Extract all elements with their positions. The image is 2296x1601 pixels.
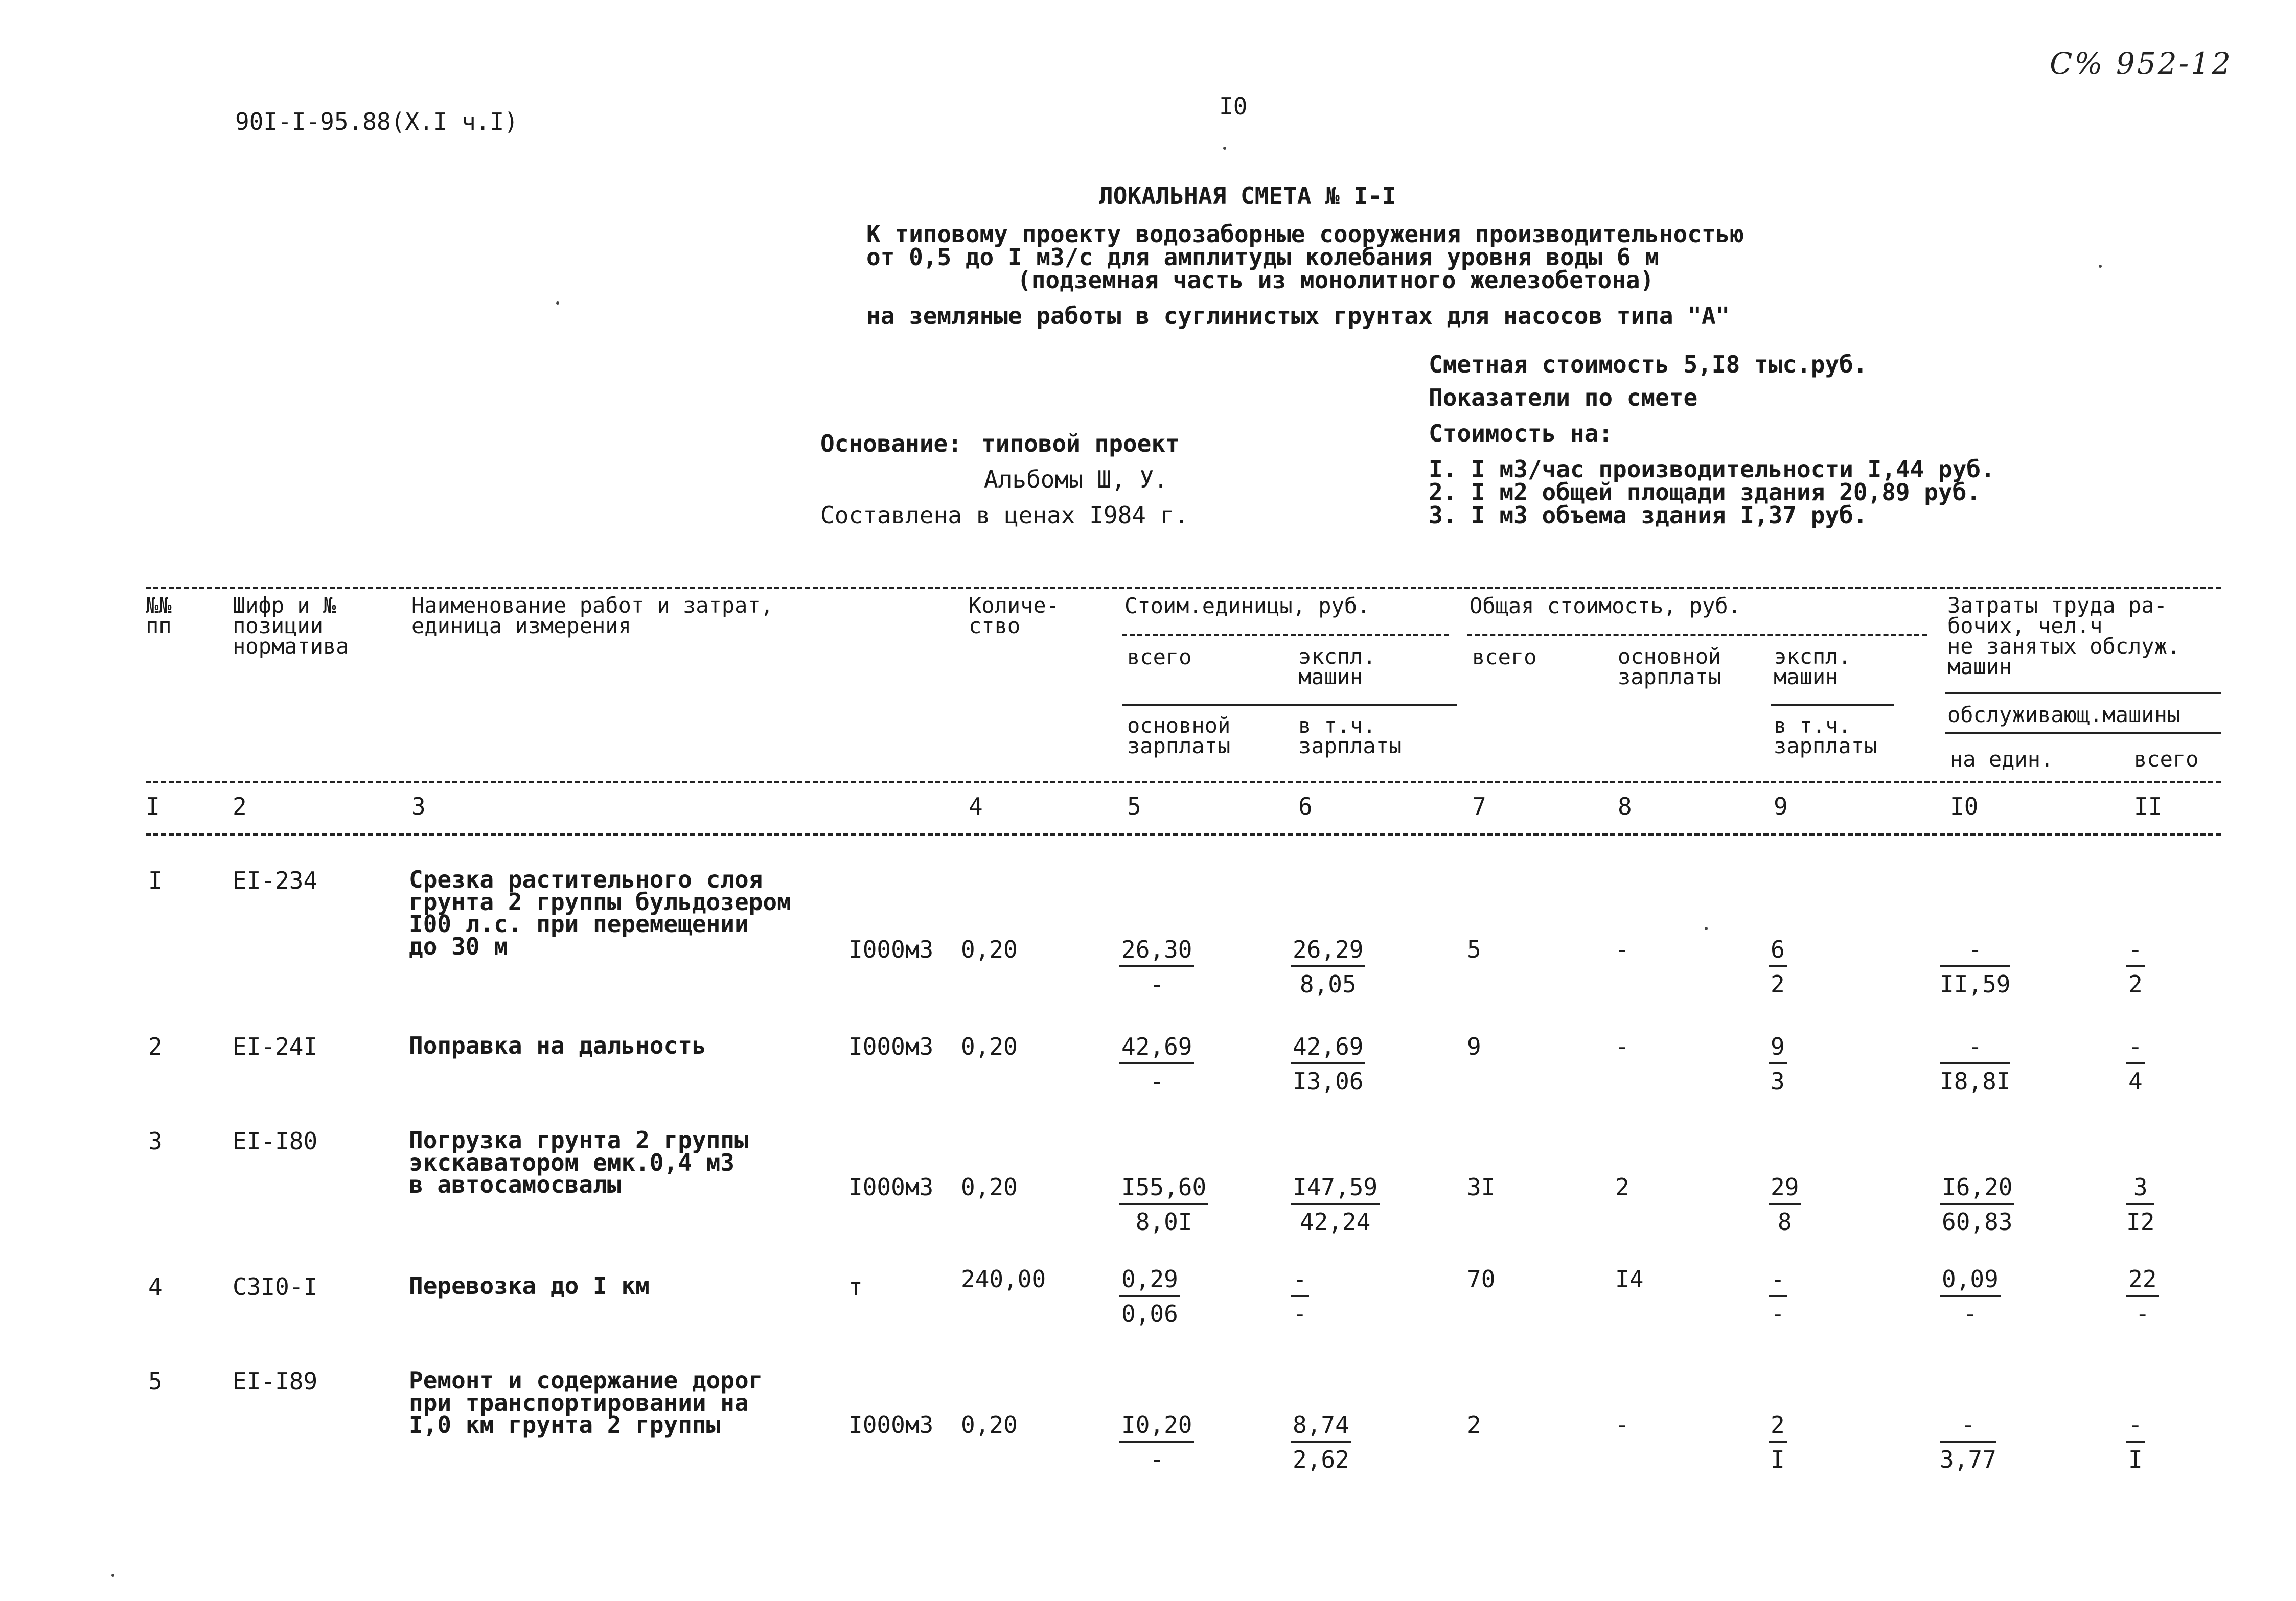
total-wage: I4 <box>1615 1265 1644 1293</box>
unit: т <box>848 1273 863 1301</box>
column-number: 4 <box>969 793 983 820</box>
column-number: 7 <box>1472 793 1486 820</box>
cost-item-3: 3. I м3 объема здания I,37 руб. <box>1429 501 1868 529</box>
machine-cost-fraction: $\frac{26,29}{8,05}$ <box>1291 938 1365 996</box>
unit: I000м3 <box>848 1033 934 1060</box>
total-machine-fraction: - - <box>1769 1267 1787 1326</box>
sub-rule-unit-cost <box>1122 704 1457 706</box>
cost-item-2: 2. I м2 общей площади здания 20,89 руб. <box>1429 478 1981 506</box>
header-total-cost: Общая стоимость, руб. <box>1470 593 1741 618</box>
scan-speck <box>1705 927 1708 930</box>
machine-cost-fraction: $\frac{42,69}{I3,06}$ <box>1291 1035 1365 1093</box>
labor-total-fraction: - 4 <box>2126 1035 2145 1093</box>
unit: I000м3 <box>848 936 934 963</box>
labor-unit-fraction: 0,09 - <box>1940 1267 2001 1326</box>
header-unit-wage: основной зарплаты <box>1127 713 1231 758</box>
header-labor-service: обслуживающ.машины <box>1947 702 2180 727</box>
norm-code: С3I0-I <box>233 1273 318 1301</box>
norm-code: EI-24I <box>233 1033 318 1060</box>
sub-rule-mach <box>1771 704 1894 706</box>
indicators-label: Показатели по смете <box>1429 384 1698 411</box>
unit-cost-fraction: 26,30 - <box>1119 938 1194 996</box>
column-number: 8 <box>1618 793 1632 820</box>
cost-for-label: Стоимость на: <box>1429 420 1613 447</box>
total-cost: 9 <box>1467 1033 1481 1060</box>
header-unit-total: всего <box>1127 644 1192 669</box>
header-row-number: №№ пп <box>146 593 172 638</box>
sub-rule-labor-1 <box>1945 692 2221 694</box>
header-unit-machines: экспл. машин <box>1298 644 1376 689</box>
labor-total-fraction: $\frac{3}{I2}$ <box>2126 1173 2155 1236</box>
header-bottom-rule <box>146 781 2221 783</box>
total-cost: 2 <box>1467 1411 1481 1438</box>
cost-item-1: I. I м3/час производительности I,44 руб. <box>1429 455 1995 483</box>
header-total-incl-wage: в т.ч. зарплаты <box>1774 713 1877 758</box>
work-name: Погрузка грунта 2 группы экскаватором емк.0,4 м3 в автосамосвалы <box>409 1126 749 1199</box>
document-code: 90I-I-95.88(X.I ч.I) <box>235 108 518 135</box>
work-name: Срезка растительного слоя грунта 2 группы бульдозером I00 л.с. при перемещении до 30 м <box>409 866 791 961</box>
quantity: 0,20 <box>961 1411 1018 1438</box>
labor-unit-fraction: $\frac{I6,20}{60,83}$ <box>1940 1175 2014 1234</box>
column-number: 9 <box>1774 793 1788 820</box>
labor-total-fraction: - I <box>2126 1413 2145 1471</box>
quantity: 0,20 <box>961 1033 1018 1060</box>
unit-cost-fraction: $\frac{I55,60}{8,0I}$ <box>1119 1175 1208 1234</box>
subtitle-line-1: К типовому проекту водозаборные сооружения производительностью <box>866 220 1744 248</box>
total-cost: 5 <box>1467 936 1481 963</box>
total-wage: - <box>1615 1033 1629 1060</box>
basis-label: Основание: <box>820 430 962 457</box>
group-rule-unit-cost <box>1122 634 1449 636</box>
unit-cost-fraction: I0,20 - <box>1119 1413 1194 1471</box>
header-unit-incl-wage: в т.ч. зарплаты <box>1298 713 1402 758</box>
header-quantity: Количе- ство <box>969 593 1060 638</box>
total-machine-fraction: $\frac{9}{3}$ <box>1769 1035 1787 1093</box>
scan-speck <box>1223 147 1226 150</box>
page-number: I0 <box>1219 92 1248 120</box>
header-labor-total: всего <box>2134 747 2199 772</box>
total-wage: 2 <box>1615 1173 1629 1201</box>
header-code: Шифр и № позиции норматива <box>233 593 349 659</box>
total-machine-fraction: $\frac{6}{2}$ <box>1769 938 1787 996</box>
unit-cost-fraction: 42,69 - <box>1119 1035 1194 1093</box>
header-labor: Затраты труда ра- бочих, чел.ч не занятых обслуж. машин <box>1947 593 2180 679</box>
row-number: 4 <box>148 1273 163 1301</box>
col-number-rule <box>146 833 2221 836</box>
row-number: 3 <box>148 1127 163 1155</box>
column-number: I <box>146 793 160 820</box>
subtitle-line-2: от 0,5 до I м3/с для амплитуды колебания уровня воды 6 м <box>866 243 1659 271</box>
scan-speck <box>556 301 559 305</box>
total-wage: - <box>1615 1411 1629 1438</box>
column-number: I0 <box>1950 793 1979 820</box>
work-name: Поправка на дальность <box>409 1032 706 1059</box>
labor-total-fraction: - 2 <box>2126 938 2145 996</box>
row-number: I <box>148 867 163 894</box>
header-total-machines: экспл. машин <box>1774 644 1851 689</box>
scan-speck <box>111 1574 114 1577</box>
row-number: 2 <box>148 1033 163 1060</box>
labor-unit-fraction: - I8,8I <box>1940 1033 2011 1095</box>
quantity: 240,00 <box>961 1265 1046 1293</box>
column-number: 2 <box>233 793 247 820</box>
sub-rule-labor-2 <box>1945 732 2221 734</box>
total-cost: 70 <box>1467 1265 1496 1293</box>
basis-value: типовой проект <box>981 430 1180 457</box>
header-labor-per-unit: на един. <box>1950 747 2054 772</box>
machine-cost-fraction: $\frac{8,74}{2,62}$ <box>1291 1413 1351 1471</box>
subtitle-line-3: (подземная часть из монолитного железобетона) <box>1017 266 1655 294</box>
basis-prices: Составлена в ценах I984 г. <box>820 501 1189 529</box>
table-top-rule <box>146 587 2221 589</box>
column-number: 5 <box>1127 793 1141 820</box>
work-name: Перевозка до I км <box>409 1272 650 1300</box>
labor-unit-fraction: - II,59 <box>1940 936 2011 998</box>
total-machine-fraction: $\frac{29}{8}$ <box>1769 1175 1801 1234</box>
norm-code: EI-234 <box>233 867 318 894</box>
quantity: 0,20 <box>961 1173 1018 1201</box>
total-cost: 3I <box>1467 1173 1496 1201</box>
archive-handwritten-code: С% 952-12 <box>2050 46 2233 81</box>
header-work-name: Наименование работ и затрат, единица измерения <box>411 593 774 638</box>
row-number: 5 <box>148 1367 163 1395</box>
machine-cost-fraction: - - <box>1291 1267 1309 1326</box>
quantity: 0,20 <box>961 936 1018 963</box>
total-wage: - <box>1615 936 1629 963</box>
column-number: II <box>2134 793 2163 820</box>
scan-speck <box>2099 265 2102 268</box>
column-number: 3 <box>411 793 426 820</box>
basis-albums: Альбомы Ш, У. <box>984 466 1168 493</box>
column-number: 6 <box>1298 793 1313 820</box>
machine-cost-fraction: $\frac{I47,59}{42,24}$ <box>1291 1175 1380 1234</box>
estimated-cost: Сметная стоимость 5,I8 тыс.руб. <box>1429 351 1868 378</box>
header-total-wage: основной зарплаты <box>1618 644 1721 689</box>
subtitle-line-4: на земляные работы в суглинистых грунтах для насосов типа "А" <box>866 302 1730 330</box>
norm-code: EI-I80 <box>233 1127 318 1155</box>
unit: I000м3 <box>848 1411 934 1438</box>
header-unit-cost: Стоим.единицы, руб. <box>1124 593 1370 618</box>
work-name: Ремонт и содержание дорог при транспортировании на I,0 км грунта 2 группы <box>409 1366 763 1439</box>
estimate-title: ЛОКАЛЬНАЯ СМЕТА № I-I <box>1099 182 1396 210</box>
unit-cost-fraction: $\frac{0,29}{0,06}$ <box>1119 1267 1180 1326</box>
total-machine-fraction: $\frac{2}{I}$ <box>1769 1413 1787 1471</box>
labor-unit-fraction: - 3,77 <box>1940 1411 1996 1473</box>
labor-total-fraction: 22 - <box>2126 1267 2159 1326</box>
norm-code: EI-I89 <box>233 1367 318 1395</box>
group-rule-total-cost <box>1467 634 1927 636</box>
header-total-all: всего <box>1472 644 1537 669</box>
unit: I000м3 <box>848 1173 934 1201</box>
